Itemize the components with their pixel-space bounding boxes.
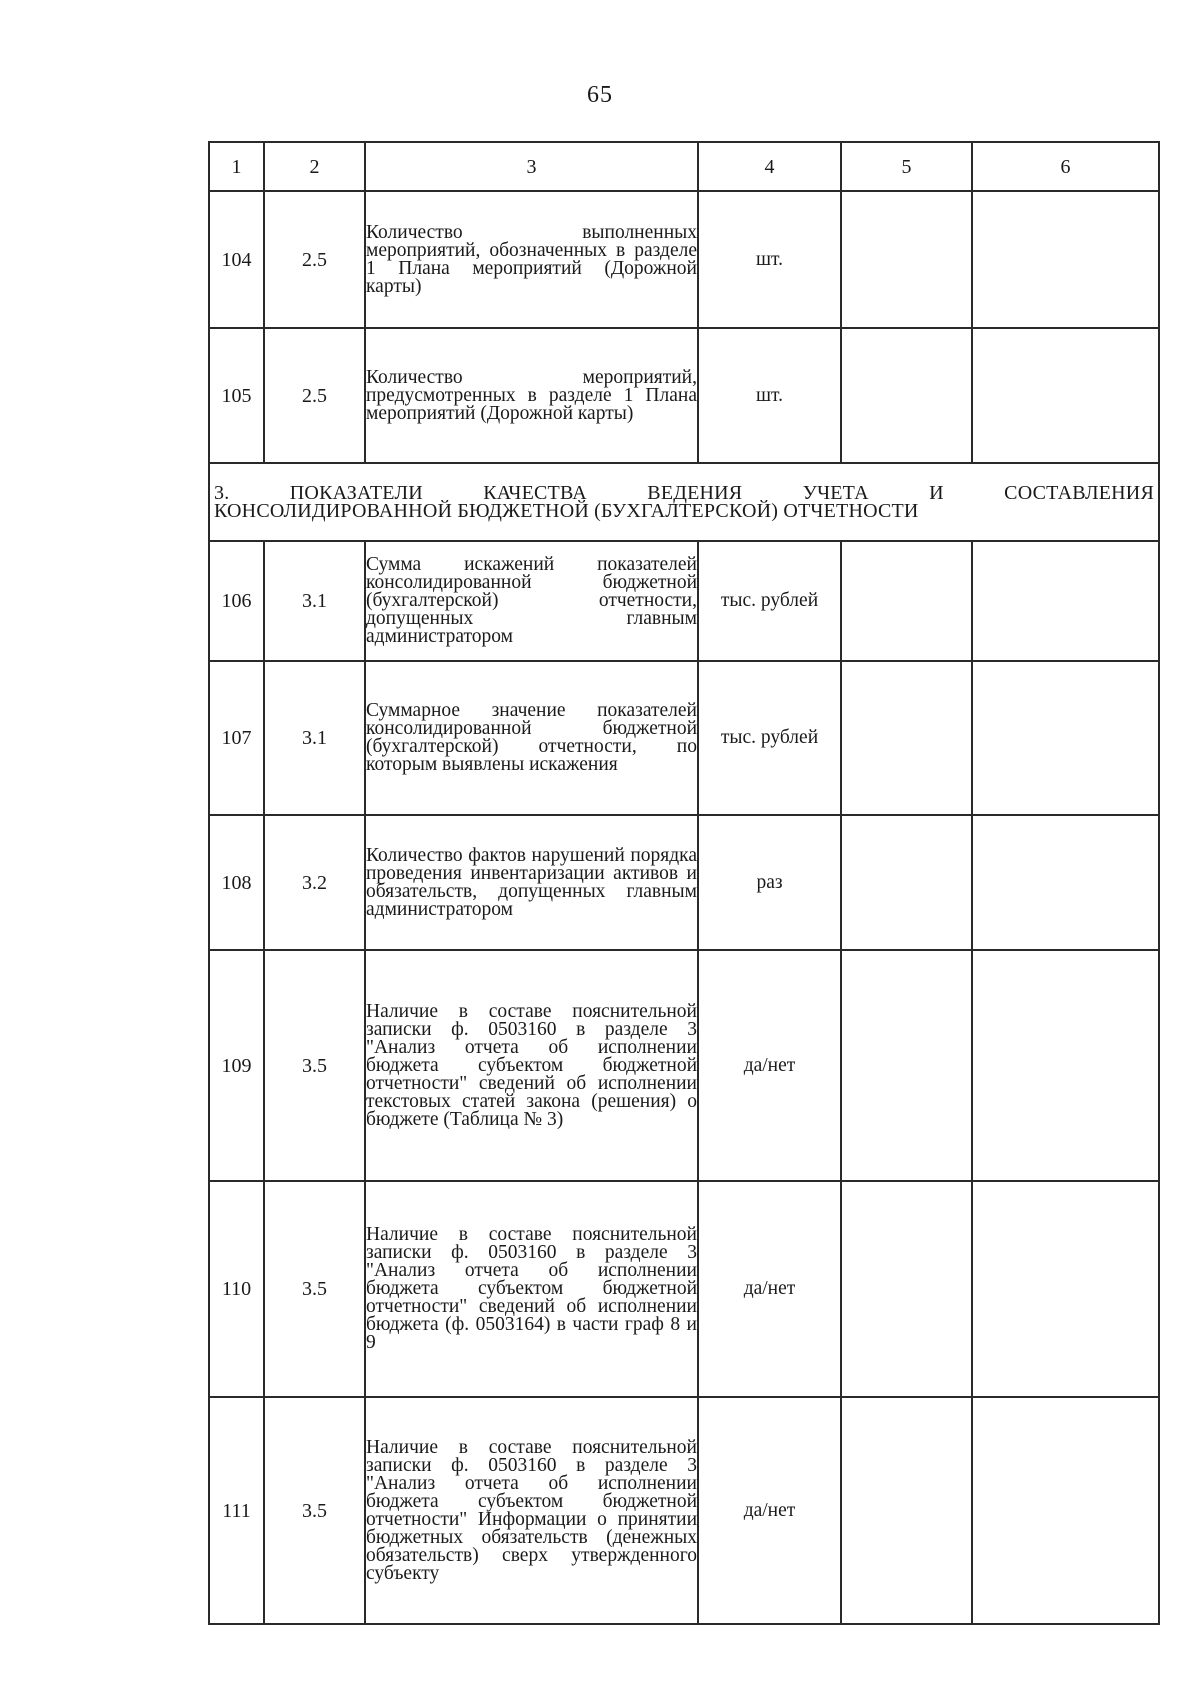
row-description (365, 815, 698, 950)
table-header-row (209, 142, 1159, 191)
section-heading-line2: КОНСОЛИДИРОВАННОЙ БЮДЖЕТНОЙ (БУХГАЛТЕРСКОЙ) ОТЧЕТНОСТИ (214, 500, 919, 522)
table-row (209, 1181, 1159, 1397)
column-header: 3 (365, 142, 698, 191)
row-code: 3.1 (264, 661, 365, 815)
table-row (209, 950, 1159, 1181)
row-description (365, 328, 698, 463)
row-code: 3.5 (264, 1397, 365, 1624)
row-unit: тыс. рублей (698, 541, 841, 661)
table-row (209, 815, 1159, 950)
row-code: 3.2 (264, 815, 365, 950)
row-col5 (841, 328, 972, 463)
section-heading-line1: 3. ПОКАЗАТЕЛИ КАЧЕСТВА ВЕДЕНИЯ УЧЕТА И СОСТАВЛЕНИЯ (214, 482, 1154, 504)
column-header: 5 (841, 142, 972, 191)
row-description (365, 661, 698, 815)
row-number: 109 (209, 950, 264, 1181)
row-col6 (972, 328, 1159, 463)
row-col6 (972, 1397, 1159, 1624)
row-col5 (841, 541, 972, 661)
row-number: 111 (209, 1397, 264, 1624)
row-number: 106 (209, 541, 264, 661)
table-row (209, 541, 1159, 661)
row-col5 (841, 191, 972, 328)
row-col5 (841, 815, 972, 950)
table-row (209, 191, 1159, 328)
row-description-text: Суммарное значение показателей консолидированной бюджетной (бухгалтерской) отчетности, по которым выявлены искажения (366, 700, 697, 775)
row-code: 2.5 (264, 328, 365, 463)
row-col6 (972, 1181, 1159, 1397)
column-header: 2 (264, 142, 365, 191)
table-row (209, 1397, 1159, 1624)
row-description (365, 1181, 698, 1397)
row-description (365, 541, 698, 661)
row-col5 (841, 661, 972, 815)
row-code: 2.5 (264, 191, 365, 328)
column-header: 1 (209, 142, 264, 191)
column-header: 6 (972, 142, 1159, 191)
indicators-table (208, 141, 1160, 1625)
row-unit: да/нет (698, 950, 841, 1181)
row-col5 (841, 950, 972, 1181)
row-unit: да/нет (698, 1397, 841, 1624)
row-number: 104 (209, 191, 264, 328)
row-number: 105 (209, 328, 264, 463)
section-heading-row (209, 463, 1159, 541)
row-description-text: Количество выполненных мероприятий, обозначенных в разделе 1 Плана мероприятий (Дорожной карты) (366, 221, 697, 297)
row-description (365, 950, 698, 1181)
row-col6 (972, 815, 1159, 950)
row-col5 (841, 1181, 972, 1397)
row-description-text: Наличие в составе пояснительной записки ф. 0503160 в разделе 3 "Анализ отчета об исполнении бюджета субъектом бюджетной отчетности" Информации о принятии бюджетных обязательств (денежных обязательств) сверх утвержденного субъекту (366, 1436, 697, 1584)
row-col6 (972, 541, 1159, 661)
row-description-text: Наличие в составе пояснительной записки ф. 0503160 в разделе 3 "Анализ отчета об исполнении бюджета субъектом бюджетной отчетности" сведений об исполнении текстовых статей закона (решения) о бюджете (Таблица № 3) (366, 1000, 697, 1130)
row-number: 108 (209, 815, 264, 950)
row-col6 (972, 661, 1159, 815)
row-unit: раз (698, 815, 841, 950)
row-number: 110 (209, 1181, 264, 1397)
column-header: 4 (698, 142, 841, 191)
table-row (209, 661, 1159, 815)
row-unit: тыс. рублей (698, 661, 841, 815)
row-code: 3.5 (264, 1181, 365, 1397)
section-heading (209, 463, 1159, 541)
row-code: 3.5 (264, 950, 365, 1181)
row-number: 107 (209, 661, 264, 815)
row-description-text: Сумма искажений показателей консолидированной бюджетной (бухгалтерской) отчетности, допущенных главным администратором (366, 554, 697, 647)
row-unit: да/нет (698, 1181, 841, 1397)
row-col6 (972, 191, 1159, 328)
table-row (209, 328, 1159, 463)
page-number: 65 (587, 82, 613, 108)
row-description-text: Количество фактов нарушений порядка проведения инвентаризации активов и обязательств, допущенных главным администратором (366, 844, 697, 920)
row-col5 (841, 1397, 972, 1624)
row-description (365, 191, 698, 328)
row-code: 3.1 (264, 541, 365, 661)
row-description-text: Наличие в составе пояснительной записки ф. 0503160 в разделе 3 "Анализ отчета об исполнении бюджета субъектом бюджетной отчетности" сведений об исполнении бюджета (ф. 0503164) в части граф 8 и 9 (366, 1224, 697, 1353)
row-col6 (972, 950, 1159, 1181)
row-description (365, 1397, 698, 1624)
row-unit: шт. (698, 328, 841, 463)
row-description-text: Количество мероприятий, предусмотренных в разделе 1 Плана мероприятий (Дорожной карты) (366, 366, 697, 424)
row-unit: шт. (698, 191, 841, 328)
